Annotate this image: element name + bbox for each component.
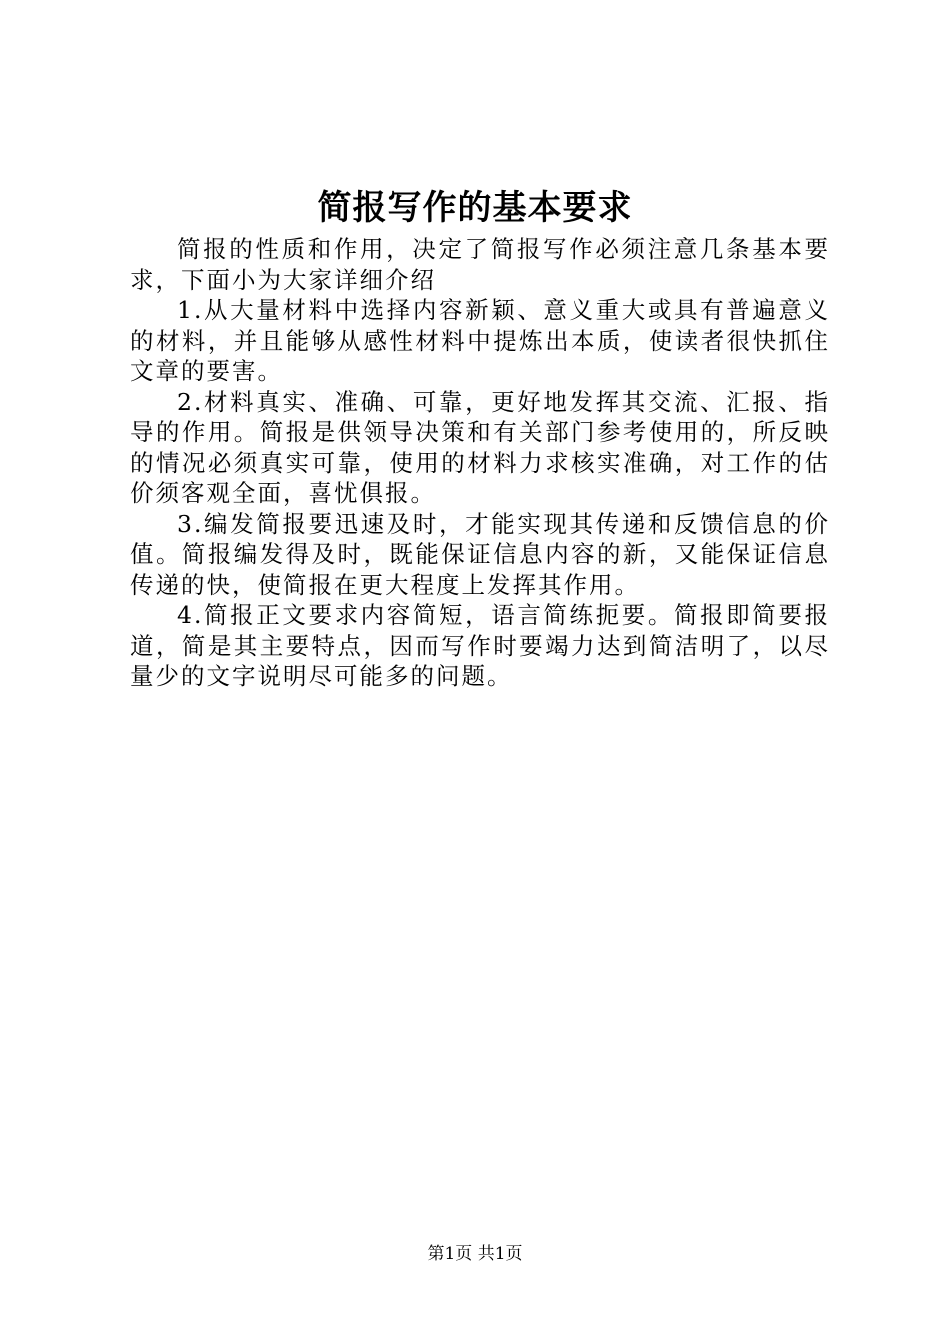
paragraph-intro: 简报的性质和作用，决定了简报写作必须注意几条基本要求，下面小为大家详细介绍	[130, 235, 830, 294]
paragraph-item-4: 4.简报正文要求内容简短，语言简练扼要。简报即简要报道，简是其主要特点，因而写作时要竭力达到简洁明了，以尽量少的文字说明尽可能多的问题。	[130, 601, 830, 690]
paragraph-item-3: 3.编发简报要迅速及时，才能实现其传递和反馈信息的价值。简报编发得及时，既能保证信息内容的新，又能保证信息传递的快，使简报在更大程度上发挥其作用。	[130, 509, 830, 599]
paragraph-item-2: 2.材料真实、准确、可靠，更好地发挥其交流、汇报、指导的作用。简报是供领导决策和有关部门参考使用的，所反映的情况必须真实可靠，使用的材料力求核实准确，对工作的估价须客观全面，喜忧俱报。	[130, 387, 830, 507]
document-title: 简报写作的基本要求	[317, 188, 633, 228]
page-footer: 第1页 共1页	[427, 1244, 523, 1264]
document-body	[130, 234, 830, 692]
paragraph-item-1: 1.从大量材料中选择内容新颖、意义重大或具有普遍意义的材料，并且能够从感性材料中提炼出本质，使读者很快抓住文章的要害。	[130, 296, 830, 385]
